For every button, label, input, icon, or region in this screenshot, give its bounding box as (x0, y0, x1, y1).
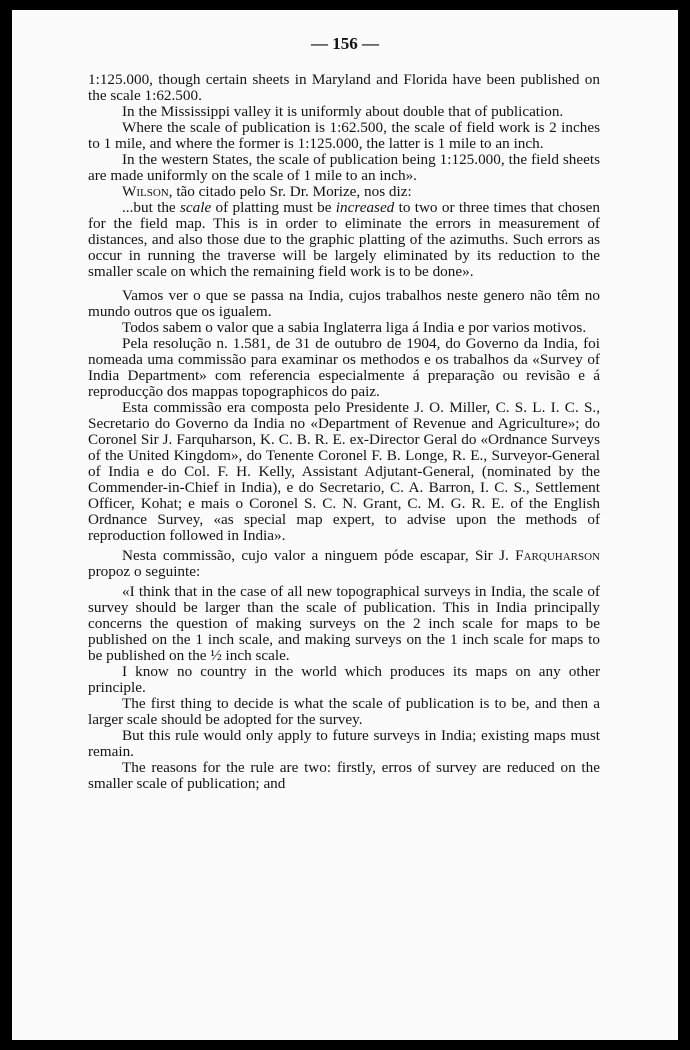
person-name: J. Farquharson (499, 547, 600, 564)
book-page (12, 10, 678, 1040)
quote-paragraph: I know no country in the world which produces its maps on any other principle. (88, 663, 600, 696)
paragraph: Where the scale of publication is 1:62.500, the scale of field work is 2 inches to 1 mile, and where the former is 1:125.000, the latter is 1 mile to an inch. (88, 119, 600, 152)
quote-paragraph: The reasons for the rule are two: firstly, erros of survey are reduced on the smaller scale of publication; and (88, 759, 600, 792)
paragraph: Pela resolução n. 1.581, de 31 de outubro de 1904, do Governo da India, foi nomeada uma commissão para examinar os methodos e os trabalhos da «Survey of India Department» com referencia especialmente á preparação ou revisão e á reproducção dos mappas topographicos do paiz. (88, 335, 600, 400)
author-name: Wilson (122, 183, 169, 200)
paragraph: In the Mississippi valley it is uniformly about double that of publication. (122, 103, 564, 120)
paragraph: Esta commissão era composta pelo Presidente J. O. Miller, C. S. L. I. C. S., Secretario do Governo da India no «Department of Revenue and Agriculture»; do Coronel Sir J. Farquharson, K. C. B. R. E. ex-Director Geral do «Ordnance Surveys of the United Kingdom», do Tenente Coronel F. B. Longe, R. E., Surveyor-General of India e do Col. F. H. Kelly, Assistant Adjutant-General, (nominated by the Commender-in-Chief in India), e do Secretario, C. A. Barron, I. C. S., Settlement Officer, Kohat; e mais o Coronel S. C. N. Grant, C. M. G. R. E. of the English Ordnance Survey, «as special map expert, to advise upon the methods of reproduction followed in India». (88, 399, 600, 544)
paragraph: Wilson, tão citado pelo Sr. Dr. Morize, nos diz: (122, 183, 412, 200)
quote-paragraph: But this rule would only apply to future surveys in India; existing maps must remain. (88, 727, 600, 760)
paragraph: Vamos ver o que se passa na India, cujos trabalhos neste genero não têm no mundo outros que os igualem. (88, 287, 600, 320)
body-text (88, 72, 600, 792)
paragraph: Todos sabem o valor que a sabia Inglaterra liga á India e por varios motivos. (122, 319, 587, 336)
paragraph: Nesta commissão, cujo valor a ninguem póde escapar, Sir J. Farquharson propoz o seguinte: (88, 547, 600, 580)
quote-paragraph: «I think that in the case of all new topographical surveys in India, the scale of survey should be larger than the scale of publication. This in India principally concerns the question of making surveys on the 2 inch scale for maps to be published on the 1 inch scale, and making surveys on the 1 inch scale for maps to be published on the ½ inch scale. (88, 583, 600, 664)
page-number: — 156 — (311, 34, 379, 53)
quote-paragraph: The first thing to decide is what the scale of publication is to be, and then a larger scale should be adopted for the survey. (88, 695, 600, 728)
paragraph: 1:125.000, though certain sheets in Maryland and Florida have been published on the scale 1:62.500. (88, 71, 600, 104)
quote-paragraph: ...but the scale of platting must be increased to two or three times that chosen for the field map. This is in order to eliminate the errors in measurement of distances, and also those due to the graphic platting of the azimuths. Such errors as occur in running the traverse will be largely eliminated by its reduction to the smaller scale on which the remaining field work is to be done». (88, 199, 601, 280)
paragraph: In the western States, the scale of publication being 1:125.000, the field sheets are made uniformly on the scale of 1 mile to an inch». (88, 151, 600, 184)
